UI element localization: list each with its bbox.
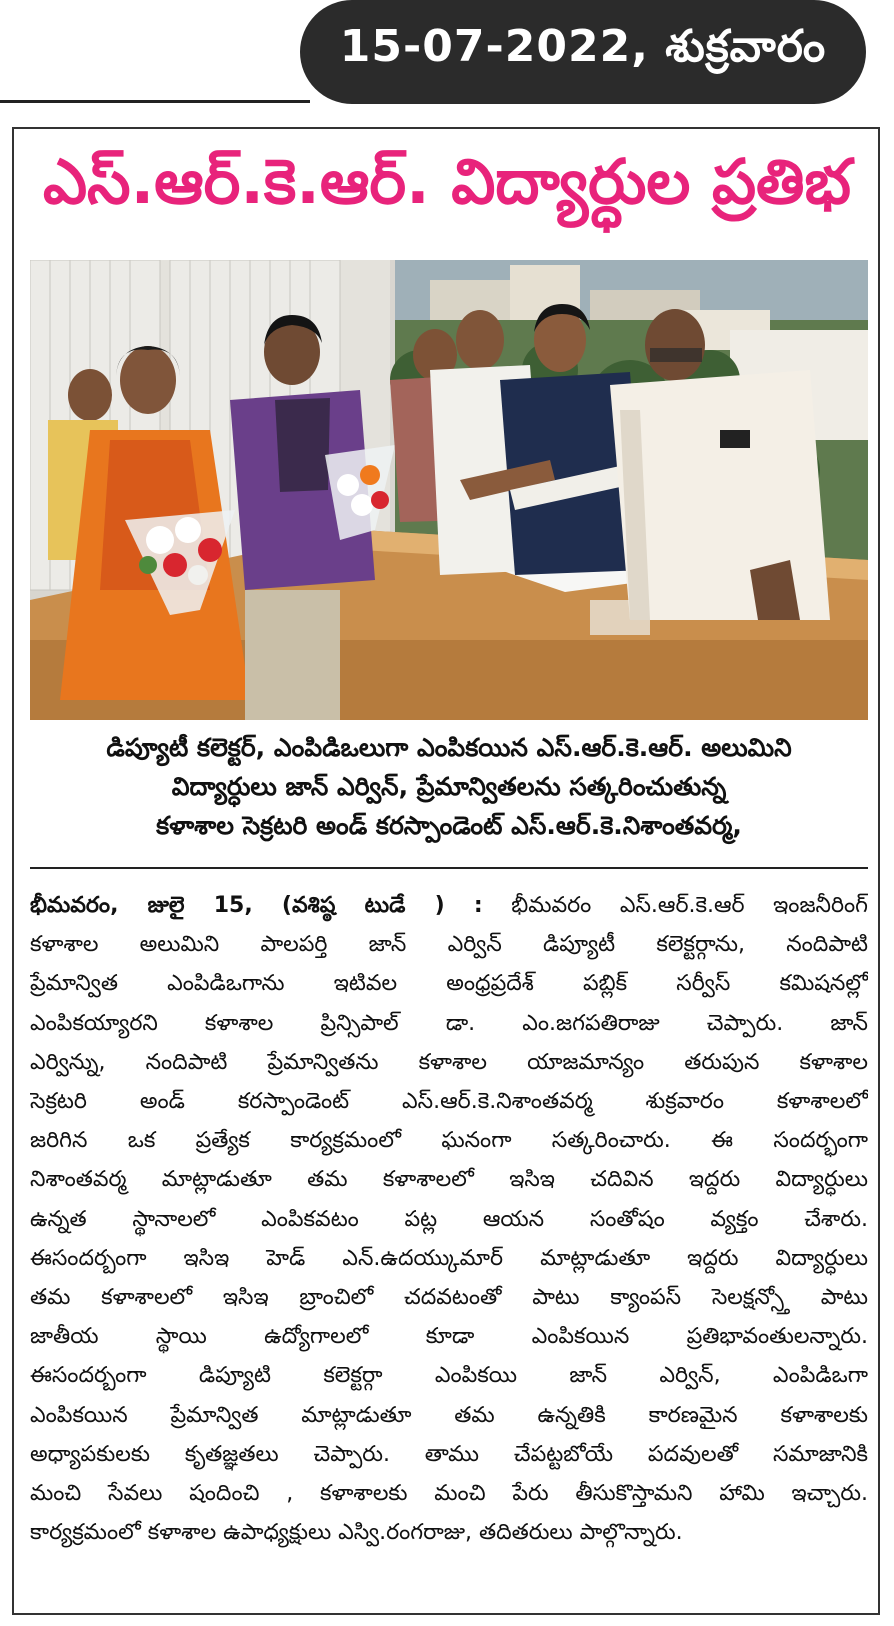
dateline: భీమవరం, జులై 15, (వశిష్ఠ టుడే ) :	[30, 893, 483, 918]
article-line: సెక్రటరి అండ్ కరస్పాండెంట్ ఎస్.ఆర్.కె.నిశాంతవర్మ శుక్రవారం కళాశాలలో	[30, 1089, 868, 1115]
article-body	[30, 886, 868, 1552]
article-line: కళాశాల అలుమిని పాలపర్తి జాన్ ఎర్విన్ డిప్యూటీ కలెక్టర్గాను, నందిపాటి	[30, 932, 868, 958]
article-line: జాతీయ స్థాయి ఉద్యోగాలలో కూడా ఎంపికయిన ప్రతిభావంతులన్నారు.	[30, 1324, 868, 1350]
date-banner	[300, 0, 866, 104]
article-line: ఎంపికయిన ప్రేమాన్విత మాట్లాడుతూ తమ ఉన్నతికి కారణమైన కళాశాలకు	[30, 1402, 868, 1428]
article-line: మంచి సేవలు షందించి , కళాశాలకు మంచి పేరు తీసుకొస్తామని హామి ఇచ్చారు.	[30, 1481, 868, 1507]
date-text: 15-07-2022, శుక్రవారం	[339, 21, 827, 72]
caption-line: విద్యార్ధులు జాన్ ఎర్విన్, ప్రేమాన్వితలను సత్కరించుతున్న	[171, 772, 727, 801]
article-line	[30, 886, 868, 925]
article-first-line-text: భీమవరం ఎస్.ఆర్.కె.ఆర్ ఇంజనీరింగ్	[511, 893, 868, 918]
caption-divider	[30, 867, 868, 869]
caption-line: డిప్యూటీ కలెక్టర్, ఎంపిడిఒలుగా ఎంపికయిన ఎస్.ఆర్.కె.ఆర్. అలుమిని	[106, 733, 792, 762]
photo-caption	[30, 728, 868, 845]
article-line: ఉన్నత స్థానాలలో ఎంపికవటం పట్ల ఆయన సంతోషం వ్యక్తం చేశారు.	[30, 1206, 868, 1232]
article-line: ఈసందర్బంగా డిప్యూటి కలెక్టర్గా ఎంపికయి జాన్ ఎర్విన్, ఎంపిడిఒగా	[30, 1363, 868, 1389]
article-line: ఎర్విన్ను, నందిపాటి ప్రేమాన్వితను కళాశాల యాజమాన్యం తరుపున కళాశాల	[30, 1049, 868, 1075]
article-line: తమ కళాశాలలో ఇసిఇ బ్రాంచిలో చదవటంతో పాటు క్యాంపస్ సెలక్షన్స్తో పాటు	[30, 1285, 868, 1311]
article-line: జరిగిన ఒక ప్రత్యేక కార్యక్రమంలో ఘనంగా సత్కరించారు. ఈ సందర్భంగా	[30, 1128, 868, 1154]
article-line: కార్యక్రమంలో కళాశాల ఉపాధ్యక్షులు ఎస్వి.రంగరాజు, తదితరులు పాల్గొన్నారు.	[30, 1520, 683, 1546]
header-rule	[0, 100, 310, 103]
group-photo	[30, 260, 868, 720]
article-line: ఎంపికయ్యారని కళాశాల ప్రిన్సిపాల్ డా. ఎం.జగపతిరాజు చెప్పారు. జాన్	[30, 1010, 868, 1036]
article-line: ప్రేమాన్విత ఎంపిడిఒగాను ఇటివల అంధ్రప్రదేశ్ పబ్లిక్ సర్వీస్ కమిషనల్లో	[30, 971, 868, 997]
caption-line: కళాశాల సెక్రటరి అండ్ కరస్పాండెంట్ ఎస్.ఆర్.కె.నిశాంతవర్మ,	[156, 811, 742, 840]
article-line: ఈసందర్బంగా ఇసిఇ హెడ్ ఎన్.ఉదయ్కుమార్ మాట్లాడుతూ ఇద్దరు విద్యార్ధులు	[30, 1245, 868, 1271]
article-line: అధ్యాపకులకు కృతజ్ఞతలు చెప్పారు. తాము చేపట్టబోయే పదవులతో సమాజానికి	[30, 1441, 868, 1467]
article-line: నిశాంతవర్మ మాట్లాడుతూ తమ కళాశాలలో ఇసిఇ చదివిన ఇద్దరు విద్యార్ధులు	[30, 1167, 868, 1193]
headline: ఎస్.ఆర్.కె.ఆర్. విద్యార్ధుల ప్రతిభ	[42, 145, 852, 218]
